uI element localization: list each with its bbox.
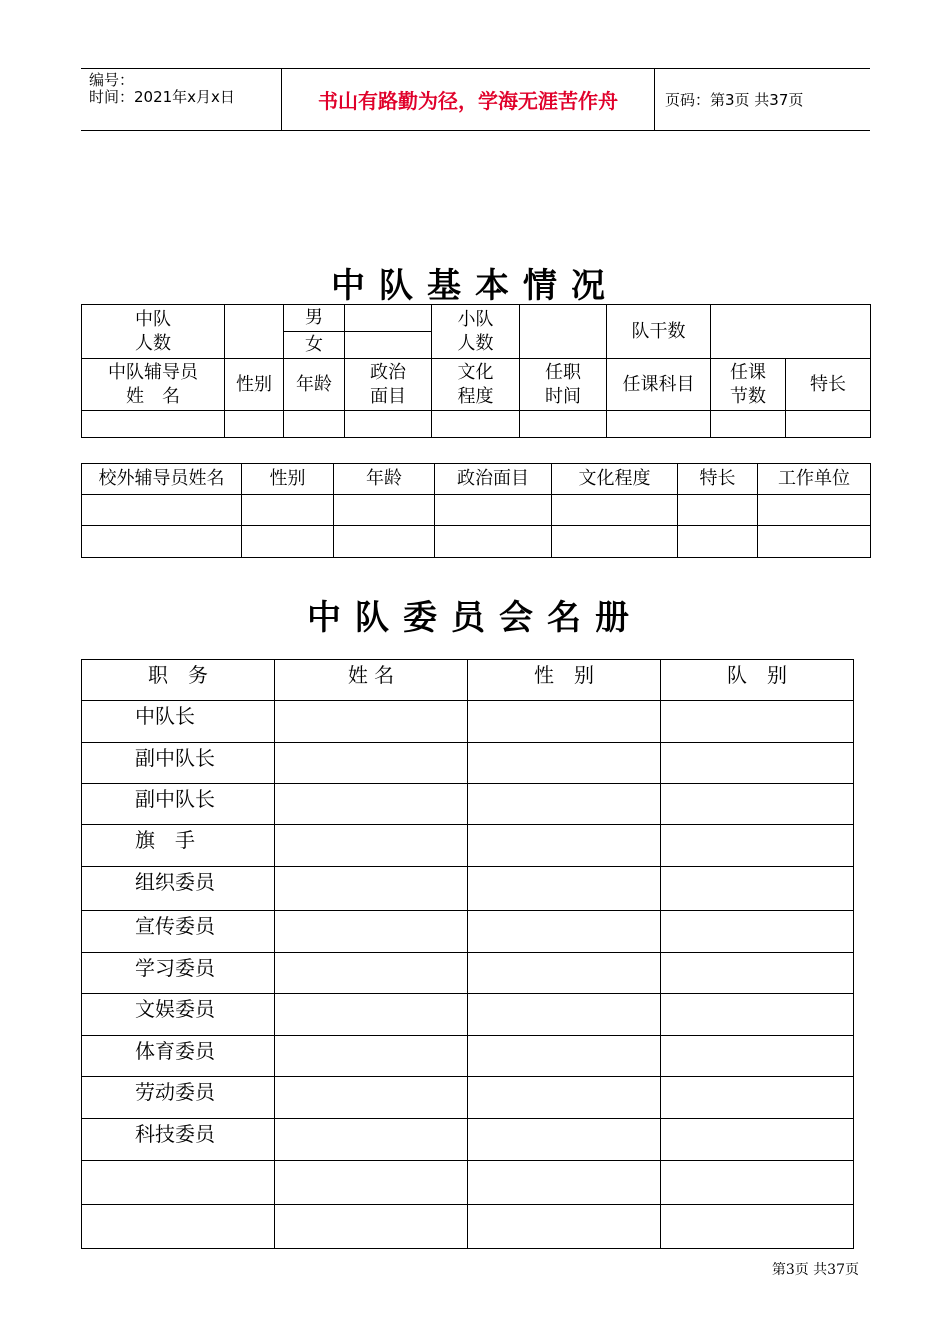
table-cell[interactable]	[225, 411, 284, 438]
team-cell[interactable]	[661, 994, 854, 1036]
gender-cell[interactable]	[468, 994, 661, 1036]
table-row	[82, 1077, 854, 1119]
gender-cell[interactable]	[468, 911, 661, 953]
cadre-count-label: 队干数	[607, 305, 711, 359]
table-cell[interactable]	[607, 411, 711, 438]
team-cell[interactable]	[661, 911, 854, 953]
female-count-value[interactable]	[345, 332, 432, 359]
column-header: 姓 名	[275, 660, 468, 701]
table-cell[interactable]	[82, 526, 242, 558]
team-count-label: 小队 人数	[432, 305, 520, 359]
table-row	[82, 911, 854, 953]
team-cell[interactable]	[661, 784, 854, 825]
name-cell[interactable]	[275, 1036, 468, 1077]
position-label: 文娱委员	[82, 994, 275, 1036]
table-cell[interactable]	[345, 411, 432, 438]
committee-roster-title: 中队委员会名册	[307, 598, 643, 638]
table-row	[82, 1119, 854, 1161]
name-cell[interactable]	[275, 867, 468, 911]
table-row	[82, 743, 854, 784]
table-row	[82, 1036, 854, 1077]
team-cell[interactable]	[661, 953, 854, 994]
gender-cell[interactable]	[468, 1036, 661, 1077]
position-label: 副中队长	[82, 784, 275, 825]
gender-cell[interactable]	[468, 1205, 661, 1249]
header-page-cell	[655, 69, 870, 130]
table-cell[interactable]	[435, 495, 552, 526]
column-header: 年龄	[334, 464, 435, 495]
position-label: 中队长	[82, 701, 275, 743]
table-cell[interactable]	[435, 526, 552, 558]
column-header: 任课 节数	[711, 359, 786, 411]
column-header: 队 别	[661, 660, 854, 701]
position-label: 旗 手	[82, 825, 275, 867]
table-cell[interactable]	[678, 495, 758, 526]
table-cell[interactable]	[758, 495, 871, 526]
team-cell[interactable]	[661, 1205, 854, 1249]
column-header: 校外辅导员姓名	[82, 464, 242, 495]
name-cell[interactable]	[275, 994, 468, 1036]
column-header: 特长	[678, 464, 758, 495]
name-cell[interactable]	[275, 701, 468, 743]
gender-cell[interactable]	[468, 1161, 661, 1205]
gender-cell[interactable]	[468, 784, 661, 825]
column-header: 政治 面目	[345, 359, 432, 411]
position-label: 体育委员	[82, 1036, 275, 1077]
squad-info-title: 中队基本情况	[331, 266, 619, 306]
table-row	[82, 867, 854, 911]
table-cell[interactable]	[284, 411, 345, 438]
column-header: 任职 时间	[520, 359, 607, 411]
header-info-cell	[81, 69, 282, 130]
table-cell[interactable]	[786, 411, 871, 438]
committee-roster-table	[81, 659, 854, 1249]
team-cell[interactable]	[661, 1077, 854, 1119]
name-cell[interactable]	[275, 1077, 468, 1119]
table-cell[interactable]	[520, 411, 607, 438]
team-cell[interactable]	[661, 867, 854, 911]
position-label: 宣传委员	[82, 911, 275, 953]
team-cell[interactable]	[661, 1161, 854, 1205]
column-header: 职 务	[82, 660, 275, 701]
name-cell[interactable]	[275, 1119, 468, 1161]
name-cell[interactable]	[275, 911, 468, 953]
name-cell[interactable]	[275, 743, 468, 784]
position-label[interactable]	[82, 1205, 275, 1249]
name-cell[interactable]	[275, 1161, 468, 1205]
squad-info-table	[81, 304, 871, 438]
document-number-label: 编号：	[89, 71, 135, 89]
table-cell[interactable]	[678, 526, 758, 558]
squad-count-value[interactable]	[225, 305, 284, 359]
external-counselor-table	[81, 463, 871, 558]
gender-cell[interactable]	[468, 1119, 661, 1161]
column-header: 性别	[242, 464, 334, 495]
gender-cell[interactable]	[468, 825, 661, 867]
column-header: 性 别	[468, 660, 661, 701]
column-header: 年龄	[284, 359, 345, 411]
column-header: 任课科目	[607, 359, 711, 411]
table-cell[interactable]	[432, 411, 520, 438]
male-count-value[interactable]	[345, 305, 432, 332]
position-label: 组织委员	[82, 867, 275, 911]
table-row	[82, 994, 854, 1036]
gender-cell[interactable]	[468, 953, 661, 994]
squad-count-label: 中队 人数	[82, 305, 225, 359]
name-cell[interactable]	[275, 825, 468, 867]
table-cell[interactable]	[552, 495, 678, 526]
position-label: 科技委员	[82, 1119, 275, 1161]
table-row	[82, 701, 854, 743]
table-row	[82, 825, 854, 867]
footer-page-number: 第3页 共37页	[771, 1262, 859, 1278]
table-row	[82, 1205, 854, 1249]
position-label: 副中队长	[82, 743, 275, 784]
position-label[interactable]	[82, 1161, 275, 1205]
team-cell[interactable]	[661, 1119, 854, 1161]
table-cell[interactable]	[82, 411, 225, 438]
male-label: 男	[284, 305, 345, 332]
table-cell[interactable]	[711, 411, 786, 438]
table-cell[interactable]	[242, 526, 334, 558]
gender-cell[interactable]	[468, 701, 661, 743]
team-count-value[interactable]	[520, 305, 607, 359]
team-cell[interactable]	[661, 825, 854, 867]
column-header: 文化 程度	[432, 359, 520, 411]
position-label: 劳动委员	[82, 1077, 275, 1119]
name-cell[interactable]	[275, 953, 468, 994]
team-cell[interactable]	[661, 743, 854, 784]
page-header	[81, 68, 870, 131]
table-row	[82, 1161, 854, 1205]
table-row	[82, 784, 854, 825]
gender-cell[interactable]	[468, 867, 661, 911]
table-cell[interactable]	[242, 495, 334, 526]
table-cell[interactable]	[758, 526, 871, 558]
position-label: 学习委员	[82, 953, 275, 994]
header-motto-cell	[282, 69, 655, 130]
table-cell[interactable]	[82, 495, 242, 526]
team-cell[interactable]	[661, 701, 854, 743]
column-header: 政治面目	[435, 464, 552, 495]
column-header: 性别	[225, 359, 284, 411]
header-motto: 书山有路勤为径，学海无涯苦作舟	[318, 89, 618, 113]
female-label: 女	[284, 332, 345, 359]
table-row	[82, 953, 854, 994]
column-header: 特长	[786, 359, 871, 411]
column-header: 工作单位	[758, 464, 871, 495]
gender-cell[interactable]	[468, 743, 661, 784]
document-time-label: 时间：2021年x月x日	[89, 88, 235, 106]
header-page-number: 页码：第3页 共37页	[665, 91, 804, 109]
cadre-count-value[interactable]	[711, 305, 871, 359]
name-cell[interactable]	[275, 1205, 468, 1249]
gender-cell[interactable]	[468, 1077, 661, 1119]
table-cell[interactable]	[552, 526, 678, 558]
team-cell[interactable]	[661, 1036, 854, 1077]
name-cell[interactable]	[275, 784, 468, 825]
table-cell[interactable]	[334, 495, 435, 526]
column-header: 中队辅导员 姓 名	[82, 359, 225, 411]
table-cell[interactable]	[334, 526, 435, 558]
column-header: 文化程度	[552, 464, 678, 495]
